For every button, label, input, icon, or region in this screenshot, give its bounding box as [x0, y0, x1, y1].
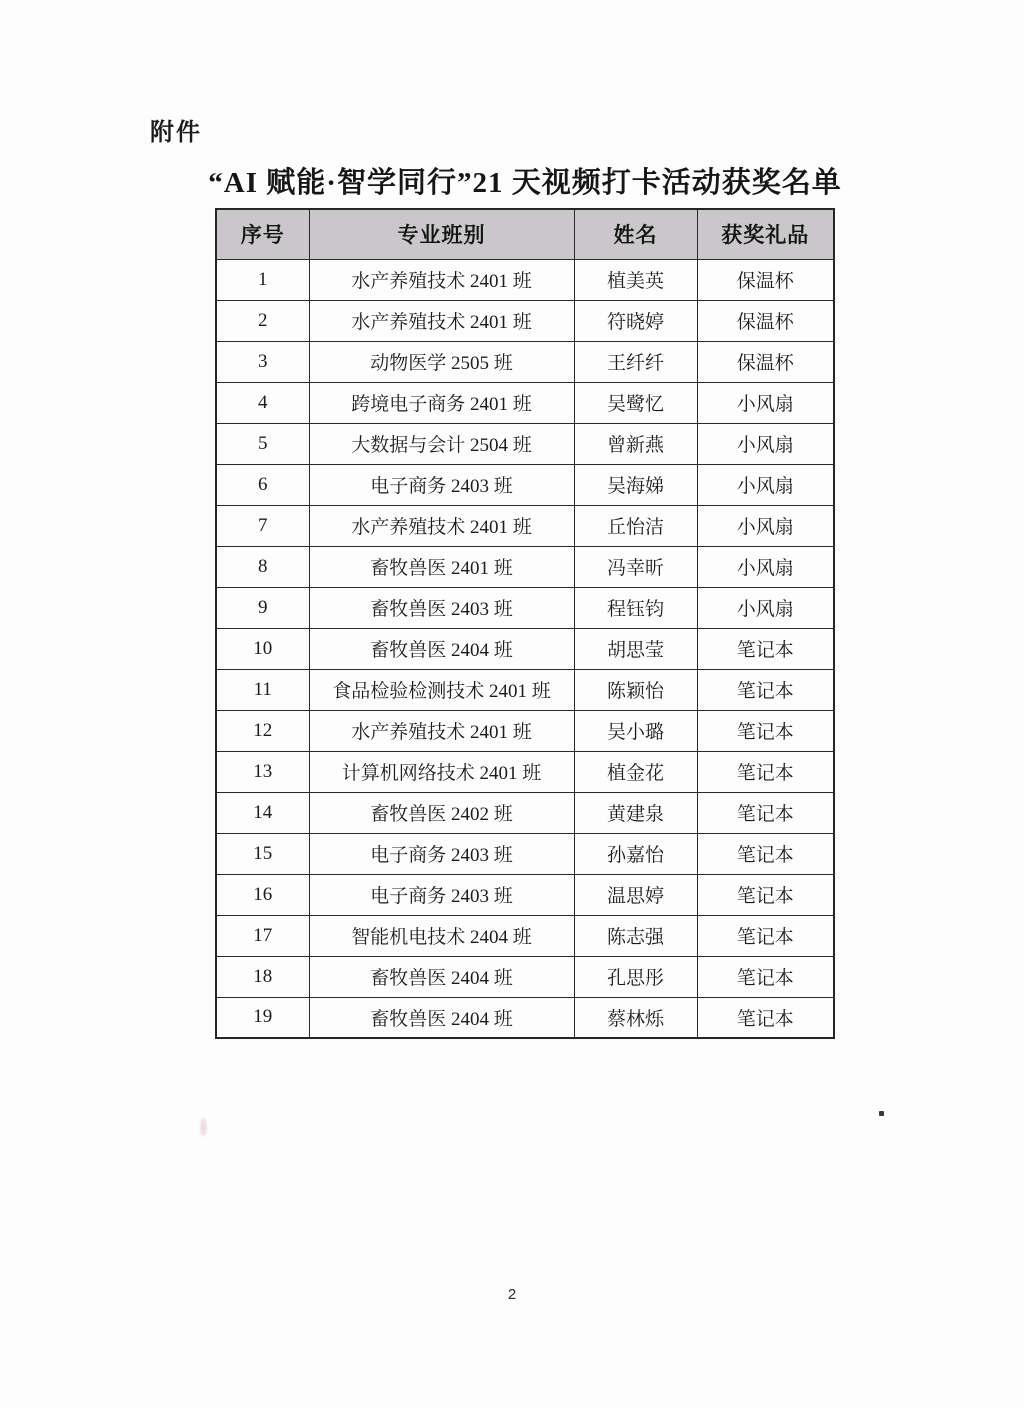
table-cell: 小风扇 [697, 546, 834, 587]
table-row [216, 300, 834, 341]
table-cell: 畜牧兽医 2403 班 [309, 587, 574, 628]
table-cell: 畜牧兽医 2402 班 [309, 792, 574, 833]
table-row [216, 997, 834, 1038]
table-row [216, 464, 834, 505]
table-cell: 畜牧兽医 2401 班 [309, 546, 574, 587]
table-cell: 11 [216, 669, 309, 710]
table-cell: 13 [216, 751, 309, 792]
table-cell: 吴小璐 [574, 710, 697, 751]
table-cell: 保温杯 [697, 341, 834, 382]
award-winner-table [215, 208, 835, 1039]
scan-artifact-dot [879, 1111, 884, 1116]
table-cell: 笔记本 [697, 956, 834, 997]
table-row [216, 546, 834, 587]
table-cell: 小风扇 [697, 464, 834, 505]
table-row [216, 505, 834, 546]
column-header-2: 姓名 [574, 209, 697, 259]
table-cell: 笔记本 [697, 628, 834, 669]
table-cell: 温思婷 [574, 874, 697, 915]
table-cell: 丘怡洁 [574, 505, 697, 546]
table-cell: 跨境电子商务 2401 班 [309, 382, 574, 423]
table-cell: 电子商务 2403 班 [309, 874, 574, 915]
table-cell: 水产养殖技术 2401 班 [309, 710, 574, 751]
table-cell: 19 [216, 997, 309, 1038]
table-cell: 7 [216, 505, 309, 546]
table-cell: 12 [216, 710, 309, 751]
table-cell: 动物医学 2505 班 [309, 341, 574, 382]
table-row [216, 669, 834, 710]
table-row [216, 956, 834, 997]
table-cell: 小风扇 [697, 587, 834, 628]
table-cell: 蔡林烁 [574, 997, 697, 1038]
table-cell: 5 [216, 423, 309, 464]
table-cell: 保温杯 [697, 300, 834, 341]
table-cell: 畜牧兽医 2404 班 [309, 956, 574, 997]
table-cell: 冯幸昕 [574, 546, 697, 587]
table-row [216, 874, 834, 915]
page-number: 2 [507, 1286, 517, 1303]
table-cell: 16 [216, 874, 309, 915]
table-cell: 程钰钧 [574, 587, 697, 628]
table-cell: 曾新燕 [574, 423, 697, 464]
page-title: “AI 赋能·智学同行”21 天视频打卡活动获奖名单 [208, 167, 842, 199]
table-cell: 食品检验检测技术 2401 班 [309, 669, 574, 710]
table-cell: 小风扇 [697, 382, 834, 423]
column-header-1: 专业班别 [309, 209, 574, 259]
table-cell: 小风扇 [697, 505, 834, 546]
table-row [216, 259, 834, 300]
table-cell: 17 [216, 915, 309, 956]
table-row [216, 710, 834, 751]
table-cell: 陈志强 [574, 915, 697, 956]
table-cell: 水产养殖技术 2401 班 [309, 505, 574, 546]
table-cell: 10 [216, 628, 309, 669]
table-cell: 6 [216, 464, 309, 505]
table-cell: 14 [216, 792, 309, 833]
table-cell: 15 [216, 833, 309, 874]
table-cell: 笔记本 [697, 997, 834, 1038]
table-cell: 黄建泉 [574, 792, 697, 833]
table-row [216, 792, 834, 833]
table-cell: 计算机网络技术 2401 班 [309, 751, 574, 792]
table-cell: 2 [216, 300, 309, 341]
table-cell: 电子商务 2403 班 [309, 464, 574, 505]
table-cell: 智能机电技术 2404 班 [309, 915, 574, 956]
table-cell: 笔记本 [697, 751, 834, 792]
table-cell: 笔记本 [697, 792, 834, 833]
scan-artifact-smudge [200, 1118, 207, 1136]
table-cell: 胡思莹 [574, 628, 697, 669]
table-cell: 吴鹭忆 [574, 382, 697, 423]
table-cell: 1 [216, 259, 309, 300]
table-row [216, 628, 834, 669]
table-cell: 保温杯 [697, 259, 834, 300]
table-cell: 4 [216, 382, 309, 423]
table-row [216, 423, 834, 464]
table-header-row [216, 209, 834, 259]
table-cell: 植金花 [574, 751, 697, 792]
table-row [216, 587, 834, 628]
table-cell: 孔思彤 [574, 956, 697, 997]
table-cell: 笔记本 [697, 874, 834, 915]
table-cell: 王纤纤 [574, 341, 697, 382]
column-header-3: 获奖礼品 [697, 209, 834, 259]
table-cell: 9 [216, 587, 309, 628]
table-cell: 孙嘉怡 [574, 833, 697, 874]
table-cell: 水产养殖技术 2401 班 [309, 259, 574, 300]
table-cell: 3 [216, 341, 309, 382]
table-cell: 吴海娣 [574, 464, 697, 505]
table-row [216, 915, 834, 956]
table-cell: 笔记本 [697, 669, 834, 710]
table-cell: 18 [216, 956, 309, 997]
column-header-0: 序号 [216, 209, 309, 259]
table-cell: 大数据与会计 2504 班 [309, 423, 574, 464]
table-row [216, 341, 834, 382]
table-cell: 笔记本 [697, 833, 834, 874]
attachment-label: 附件 [150, 119, 202, 146]
table-cell: 植美英 [574, 259, 697, 300]
table-cell: 畜牧兽医 2404 班 [309, 628, 574, 669]
table-row [216, 382, 834, 423]
table-cell: 陈颖怡 [574, 669, 697, 710]
table-row [216, 833, 834, 874]
table-cell: 8 [216, 546, 309, 587]
table-cell: 笔记本 [697, 710, 834, 751]
table-cell: 小风扇 [697, 423, 834, 464]
table-row [216, 751, 834, 792]
table-cell: 畜牧兽医 2404 班 [309, 997, 574, 1038]
table-cell: 电子商务 2403 班 [309, 833, 574, 874]
table-cell: 水产养殖技术 2401 班 [309, 300, 574, 341]
table-cell: 笔记本 [697, 915, 834, 956]
table-cell: 符晓婷 [574, 300, 697, 341]
